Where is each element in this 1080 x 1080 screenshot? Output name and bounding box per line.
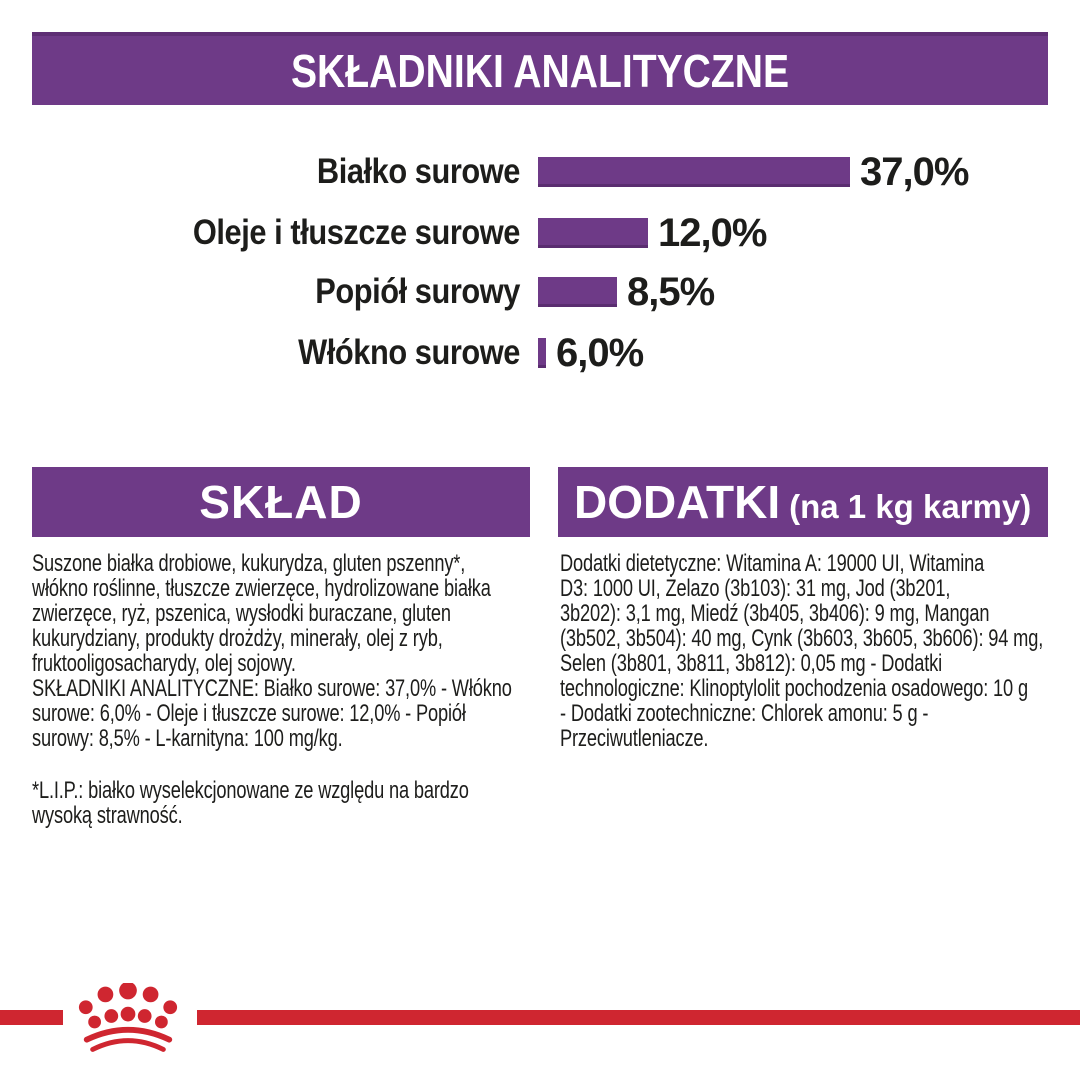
text-line: SKŁADNIKI ANALITYCZNE: Białko surowe: 37,0% - Włókno [32, 675, 512, 702]
chart-category-label: Oleje i tłuszcze surowe [192, 213, 520, 252]
chart-value-label: 6,0% [556, 331, 644, 375]
text-line: surowe: 6,0% - Oleje i tłuszcze surowe: 12,0% - Popiół [32, 700, 466, 727]
additives-banner [558, 467, 1048, 537]
text-line: D3: 1000 UI, Żelazo (3b103): 31 mg, Jod (3b201, [560, 575, 951, 602]
chart-row [0, 270, 1080, 314]
red-divider-line-left [0, 1010, 63, 1025]
text-line: wysoką strawność. [32, 802, 183, 829]
text-line: surowy: 8,5% - L-karnityna: 100 mg/kg. [32, 725, 343, 752]
additives-banner-text [574, 475, 1031, 529]
chart-value-label: 12,0% [658, 211, 767, 255]
chart-bar [538, 157, 850, 187]
chart-bar [538, 277, 617, 307]
text-line: kukurydziany, produkty drożdży, minerały, olej z ryb, [32, 625, 443, 652]
additives-text [560, 551, 1048, 751]
composition-banner [32, 467, 530, 537]
text-line: Dodatki dietetyczne: Witamina A: 19000 UI, Witamina [560, 550, 985, 577]
chart-row [0, 331, 1080, 375]
text-line: *L.I.P.: białko wyselekcjonowane ze względu na bardzo [32, 777, 469, 804]
text-line: Przeciwutleniacze. [560, 725, 709, 752]
additives-title: DODATKI [574, 476, 781, 528]
chart-row [0, 150, 1080, 194]
chart-category-label: Białko surowe [316, 152, 520, 191]
text-line: fruktooligosacharydy, olej sojowy. [32, 650, 296, 677]
text-line: włókno roślinne, tłuszcze zwierzęce, hydrolizowane białka [32, 575, 491, 602]
red-divider-line-right [197, 1010, 1080, 1025]
chart-value-label: 8,5% [627, 270, 715, 314]
chart-category-label: Popiół surowy [315, 272, 520, 311]
text-line: technologiczne: Klinoptylolit pochodzenia osadowego: 10 g [560, 675, 1028, 702]
text-line: 3b202): 3,1 mg, Miedź (3b405, 3b406): 9 mg, Mangan [560, 600, 990, 627]
composition-text [32, 551, 537, 828]
chart-bar [538, 338, 546, 368]
chart-bar [538, 218, 648, 248]
chart-row [0, 211, 1080, 255]
composition-title: SKŁAD [199, 476, 363, 528]
additives-subtitle: (na 1 kg karmy) [789, 488, 1032, 525]
lip-footnote [32, 778, 537, 828]
page-title: SKŁADNIKI ANALITYCZNE [290, 44, 790, 97]
text-line: - Dodatki zootechniczne: Chlorek amonu: 5 g - [560, 700, 929, 727]
chart-value-label: 37,0% [860, 150, 969, 194]
royal-canin-crown-logo [74, 983, 182, 1055]
analytical-components-banner [32, 32, 1048, 105]
text-line: (3b502, 3b504): 40 mg, Cynk (3b603, 3b605, 3b606): 94 mg, [560, 625, 1044, 652]
text-line: Suszone białka drobiowe, kukurydza, gluten pszenny*, [32, 550, 466, 577]
chart-category-label: Włókno surowe [298, 333, 520, 372]
text-line: zwierzęce, ryż, pszenica, wysłodki buraczane, gluten [32, 600, 451, 627]
text-line: Selen (3b801, 3b811, 3b812): 0,05 mg - Dodatki [560, 650, 943, 677]
